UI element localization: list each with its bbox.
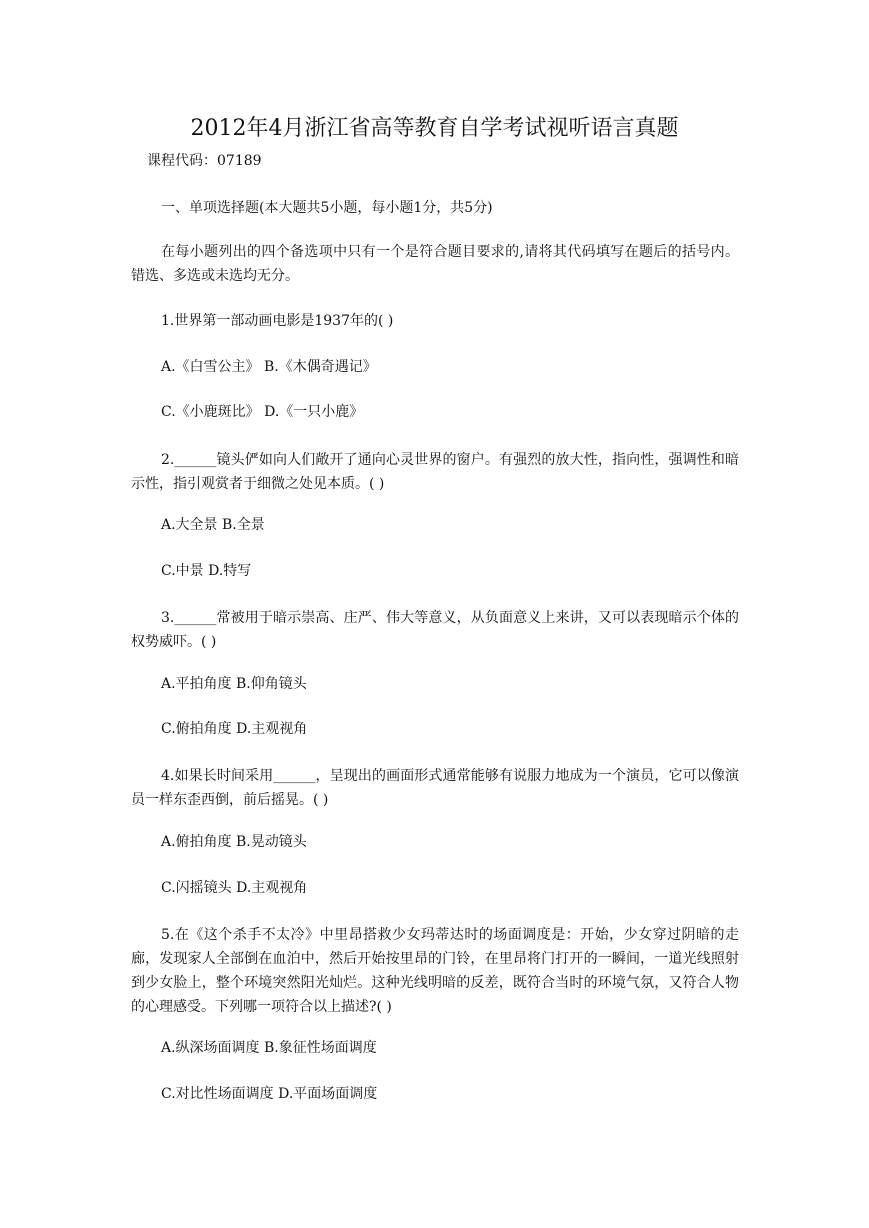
course-code: 课程代码：07189 [147,153,262,169]
question-5-options-ab: A.纵深场面调度 B.象征性场面调度 [161,1040,377,1056]
question-5-options-cd: C.对比性场面调度 D.平面场面调度 [161,1086,378,1102]
question-5-stem: 5.在《这个杀手不太冷》中里昂搭救少女玛蒂达时的场面调度是：开始，少女穿过阴暗的走廊，发现家人全部倒在血泊中，然后开始按里昂的门铃，在里昂将门打开的一瞬间，一道光线照射到少女脸上，整个环境突然阳光灿烂。这种光线明暗的反差，既符合当时的环境气氛，又符合人物的心理感受。下列哪一项符合以上描述?( ) [131,927,739,1015]
question-2-options-ab: A.大全景 B.全景 [161,517,265,533]
page-title: 2012年4月浙江省高等教育自学考试视听语言真题 [190,116,679,141]
question-1-stem: 1.世界第一部动画电影是1937年的( ) [161,313,394,329]
question-2-stem: 2.______镜头俨如向人们敞开了通向心灵世界的窗户。有强烈的放大性，指向性，强调性和暗示性，指引观赏者于细微之处见本质。( ) [131,452,739,492]
question-4-stem: 4.如果长时间采用______，呈现出的画面形式通常能够有说服力地成为一个演员，它可以像演员一样东歪西倒，前后摇晃。( ) [131,768,739,808]
question-1-options-cd: C.《小鹿斑比》 D.《一只小鹿》 [161,404,364,420]
question-4-options-ab: A.俯拍角度 B.晃动镜头 [161,834,307,850]
instructions: 在每小题列出的四个备选项中只有一个是符合题目要求的,请将其代码填写在题后的括号内。错选、多选或未选均无分。 [131,244,739,284]
question-3-options-ab: A.平拍角度 B.仰角镜头 [161,676,307,692]
question-2-options-cd: C.中景 D.特写 [161,563,252,579]
section-heading: 一、单项选择题(本大题共5小题，每小题1分，共5分) [161,200,493,216]
question-4-options-cd: C.闪摇镜头 D.主观视角 [161,880,308,896]
question-1-options-ab: A.《白雪公主》 B.《木偶奇遇记》 [161,359,377,375]
question-3-stem: 3.______常被用于暗示崇高、庄严、伟大等意义，从负面意义上来讲，又可以表现暗示个体的权势威吓。( ) [131,610,739,650]
question-3-options-cd: C.俯拍角度 D.主观视角 [161,721,308,737]
